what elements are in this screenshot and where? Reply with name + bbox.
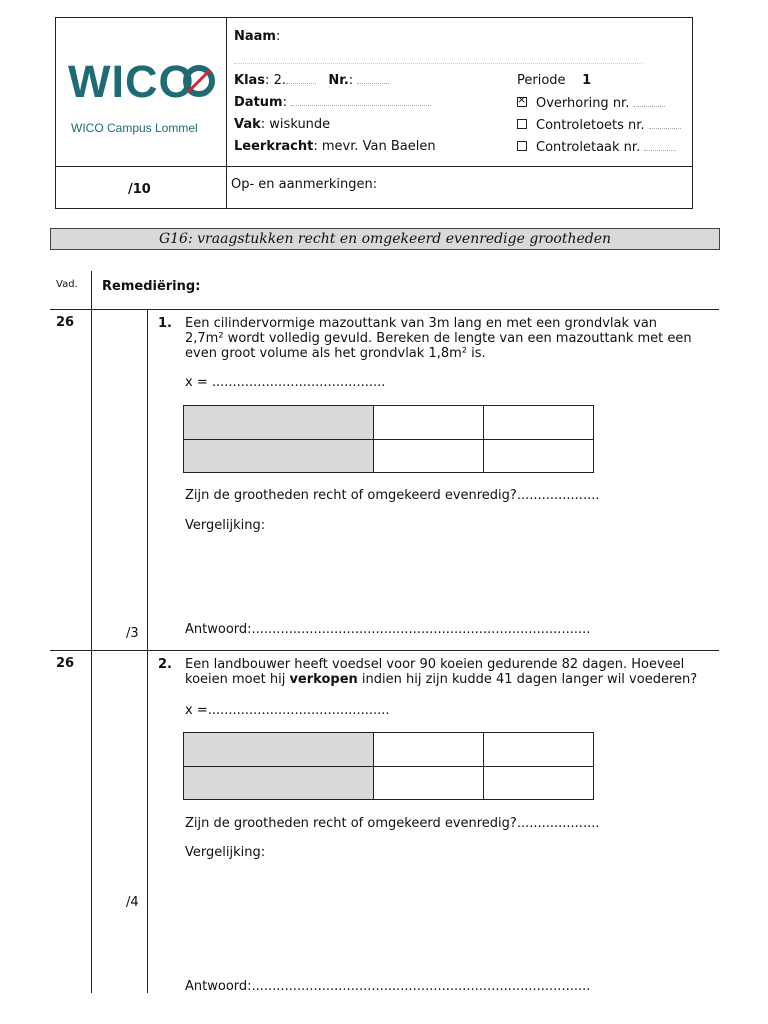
compass-icon	[182, 64, 216, 98]
checkbox-checked-icon[interactable]	[517, 97, 527, 107]
wico-logo	[68, 56, 194, 108]
q1-points: /3	[126, 626, 139, 641]
q2-number: 2.	[158, 657, 172, 672]
q1-x-line[interactable]: x = ..........................................	[185, 375, 386, 390]
periode: Periode 1	[517, 73, 592, 88]
checkbox-icon[interactable]	[517, 119, 527, 129]
remarks-label: Op- en aanmerkingen:	[231, 177, 378, 192]
option-controletoets[interactable]: Controletoets nr.	[517, 118, 681, 133]
naam-field[interactable]: Naam:	[234, 29, 281, 44]
q2-points: /4	[126, 895, 139, 910]
q1-question[interactable]: Zijn de grootheden recht of omgekeerd evenredig?....................	[185, 488, 600, 503]
vak-field: Vak: wiskunde	[234, 117, 331, 132]
q1-number: 1.	[158, 316, 172, 331]
datum-field[interactable]: Datum:	[234, 95, 431, 110]
q1-text: Een cilindervormige mazouttank van 3m lang en met een grondvlak van 2,7m² wordt volledig gevuld. Bereken de lengte van een mazouttank met een even groot volume als het grondvlak 1,8m² is.	[185, 316, 692, 361]
q2-vergelijking: Vergelijking:	[185, 845, 266, 860]
naam-line	[234, 63, 642, 64]
q2-vad: 26	[56, 656, 75, 671]
campus-name: WICO Campus Lommel	[71, 121, 198, 135]
q2-x-line[interactable]: x =............................................	[185, 703, 390, 718]
score: /10	[128, 182, 151, 197]
q2-question[interactable]: Zijn de grootheden recht of omgekeerd evenredig?....................	[185, 816, 600, 831]
q1-vergelijking: Vergelijking:	[185, 518, 266, 533]
q2-table[interactable]	[183, 732, 594, 800]
leerkracht-field: Leerkracht: mevr. Van Baelen	[234, 139, 436, 154]
option-controletaak[interactable]: Controletaak nr.	[517, 140, 676, 155]
remediering-header: Remediëring:	[102, 279, 201, 294]
checkbox-icon[interactable]	[517, 141, 527, 151]
klas-field[interactable]: Klas: 2. Nr.:	[234, 73, 389, 88]
q2-antwoord[interactable]: Antwoord:..................................................................................	[185, 979, 591, 994]
vad-header: Vad.	[56, 279, 78, 290]
logo-text: WICO	[68, 56, 195, 107]
page-title: G16: vraagstukken recht en omgekeerd evenredige grootheden	[50, 228, 720, 250]
header-box	[55, 17, 693, 209]
q1-vad: 26	[56, 315, 75, 330]
q2-text: Een landbouwer heeft voedsel voor 90 koeien gedurende 82 dagen. Hoeveel koeien moet hij verkopen indien hij zijn kudde 41 dagen langer wil voederen?	[185, 657, 698, 687]
q1-table[interactable]	[183, 405, 594, 473]
q1-antwoord[interactable]: Antwoord:..................................................................................	[185, 622, 591, 637]
option-overhoring[interactable]: ×Overhoring nr.	[517, 96, 665, 111]
